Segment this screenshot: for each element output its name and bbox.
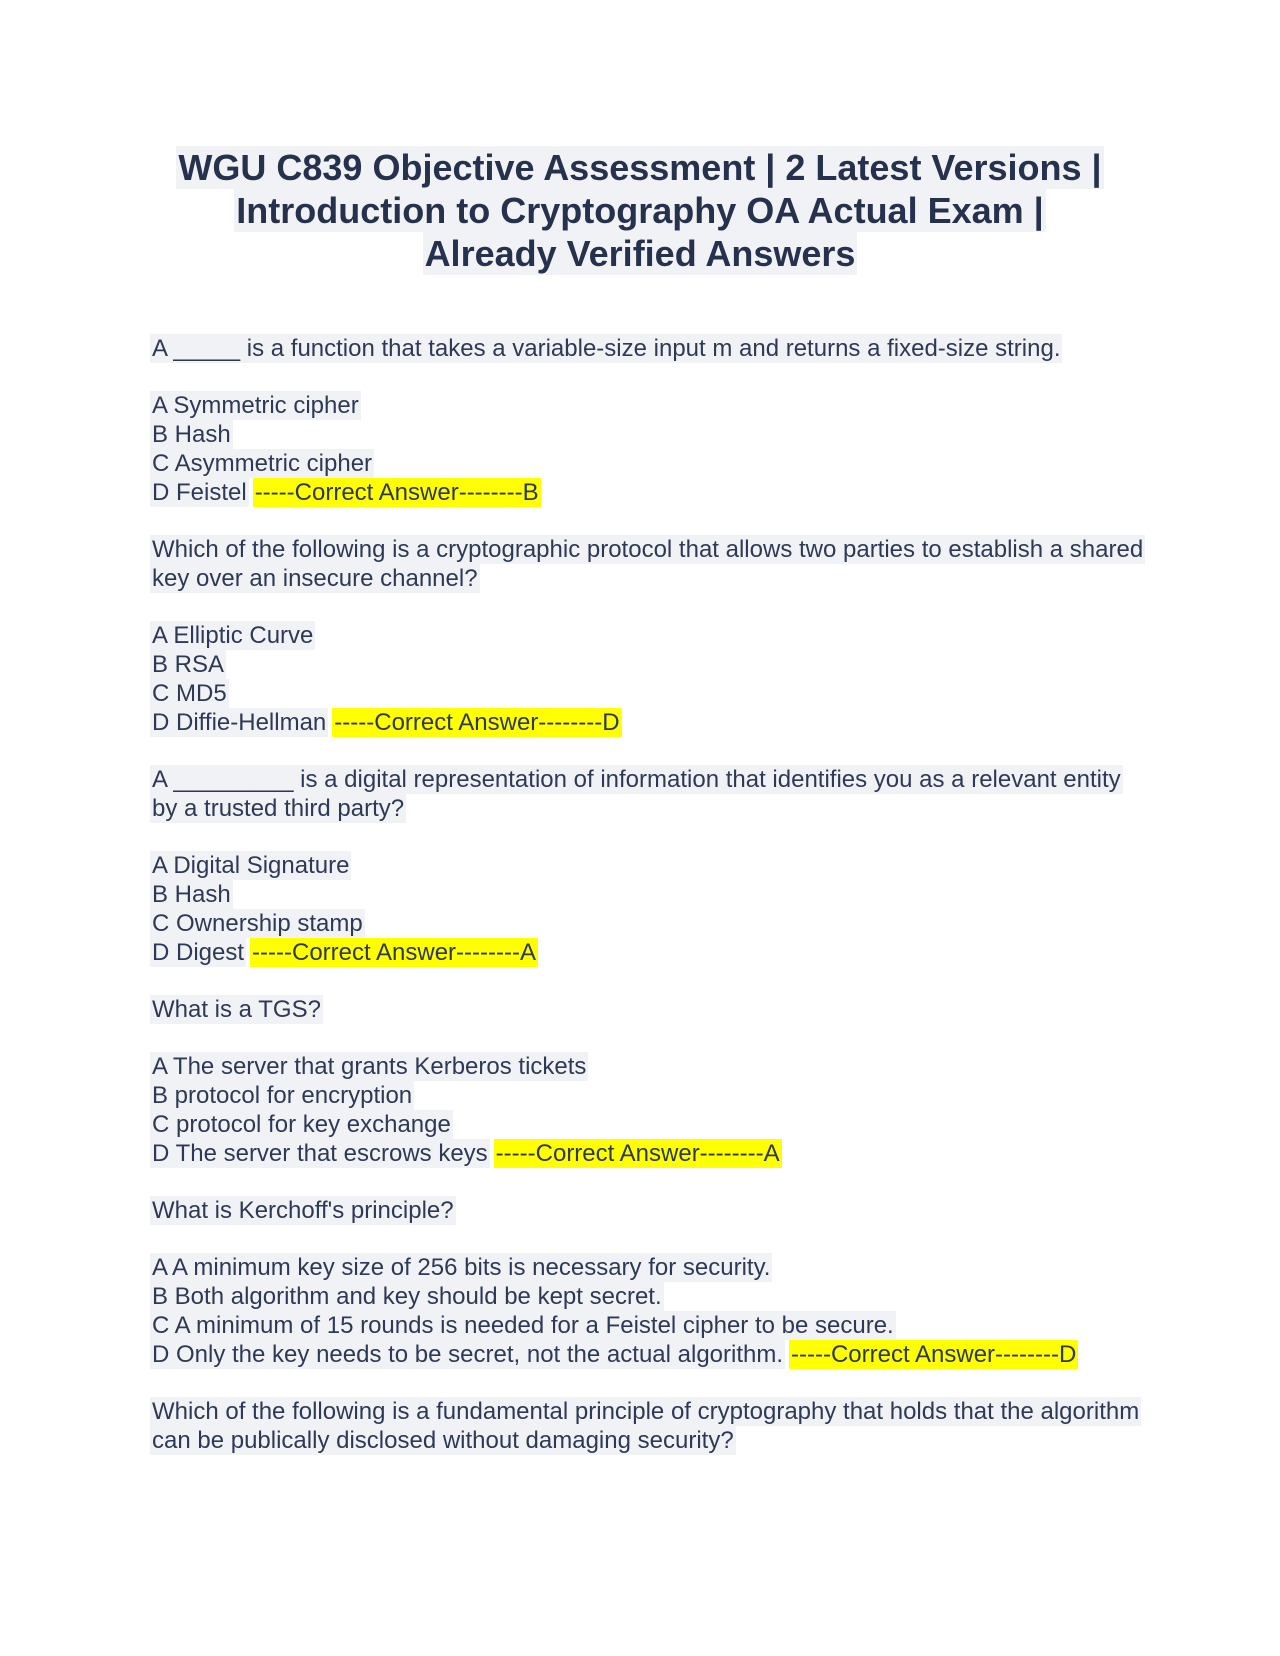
- option-c: C A minimum of 15 rounds is needed for a Feistel cipher to be secure.: [152, 1312, 894, 1339]
- correct-answer-marker: -----Correct Answer--------A: [495, 1140, 780, 1167]
- question-text: Which of the following is a cryptographic protocol that allows two parties to establish a shared key over an insecure channel?: [152, 536, 1144, 592]
- option-d: D Feistel -----Correct Answer--------B: [152, 479, 539, 506]
- option-b: B Hash: [152, 421, 231, 448]
- question-text: What is a TGS?: [152, 996, 321, 1023]
- option-d: D Only the key needs to be secret, not the actual algorithm. -----Correct Answer--------D: [152, 1341, 1077, 1368]
- option-a: A Elliptic Curve: [152, 622, 314, 649]
- question-4: [150, 995, 1150, 1024]
- option-d: D Diffie-Hellman -----Correct Answer--------D: [152, 709, 620, 736]
- option-d: D Digest -----Correct Answer--------A: [152, 939, 536, 966]
- option-a: A The server that grants Kerberos tickets: [152, 1053, 587, 1080]
- question-2: [150, 535, 1150, 593]
- question-1: [150, 334, 1150, 363]
- option-b: B Both algorithm and key should be kept secret.: [152, 1283, 662, 1310]
- option-a: A Digital Signature: [152, 852, 350, 879]
- option-c: C protocol for key exchange: [152, 1111, 451, 1138]
- option-d: D The server that escrows keys -----Correct Answer--------A: [152, 1140, 780, 1167]
- options-1: [150, 391, 1150, 507]
- title-line-2: Introduction to Cryptography OA Actual Exam |: [236, 190, 1044, 231]
- option-c: C Ownership stamp: [152, 910, 363, 937]
- question-text: What is Kerchoff's principle?: [152, 1197, 454, 1224]
- option-a: A A minimum key size of 256 bits is necessary for security.: [152, 1254, 771, 1281]
- question-list: [150, 334, 1150, 1483]
- correct-answer-marker: -----Correct Answer--------D: [334, 709, 620, 736]
- question-text: A _________ is a digital representation of information that identifies you as a relevant entity by a trusted third party?: [152, 766, 1121, 822]
- question-3: [150, 765, 1150, 823]
- question-5: [150, 1196, 1150, 1225]
- title-line-3: Already Verified Answers: [424, 233, 856, 274]
- options-5: [150, 1253, 1150, 1369]
- question-text: Which of the following is a fundamental principle of cryptography that holds that the algorithm can be publically disclosed without damaging security?: [152, 1398, 1140, 1454]
- option-c: C Asymmetric cipher: [152, 450, 373, 477]
- option-b: B Hash: [152, 881, 231, 908]
- title-line-1: WGU C839 Objective Assessment | 2 Latest Versions |: [178, 147, 1102, 188]
- option-b: B RSA: [152, 651, 225, 678]
- option-c: C MD5: [152, 680, 227, 707]
- options-2: [150, 621, 1150, 737]
- question-6: [150, 1397, 1150, 1455]
- options-4: [150, 1052, 1150, 1168]
- correct-answer-marker: -----Correct Answer--------D: [791, 1341, 1077, 1368]
- document-title: [100, 146, 1180, 275]
- option-a: A Symmetric cipher: [152, 392, 359, 419]
- correct-answer-marker: -----Correct Answer--------B: [254, 479, 539, 506]
- options-3: [150, 851, 1150, 967]
- correct-answer-marker: -----Correct Answer--------A: [252, 939, 536, 966]
- question-text: A _____ is a function that takes a variable-size input m and returns a fixed-size string.: [152, 335, 1061, 362]
- option-b: B protocol for encryption: [152, 1082, 413, 1109]
